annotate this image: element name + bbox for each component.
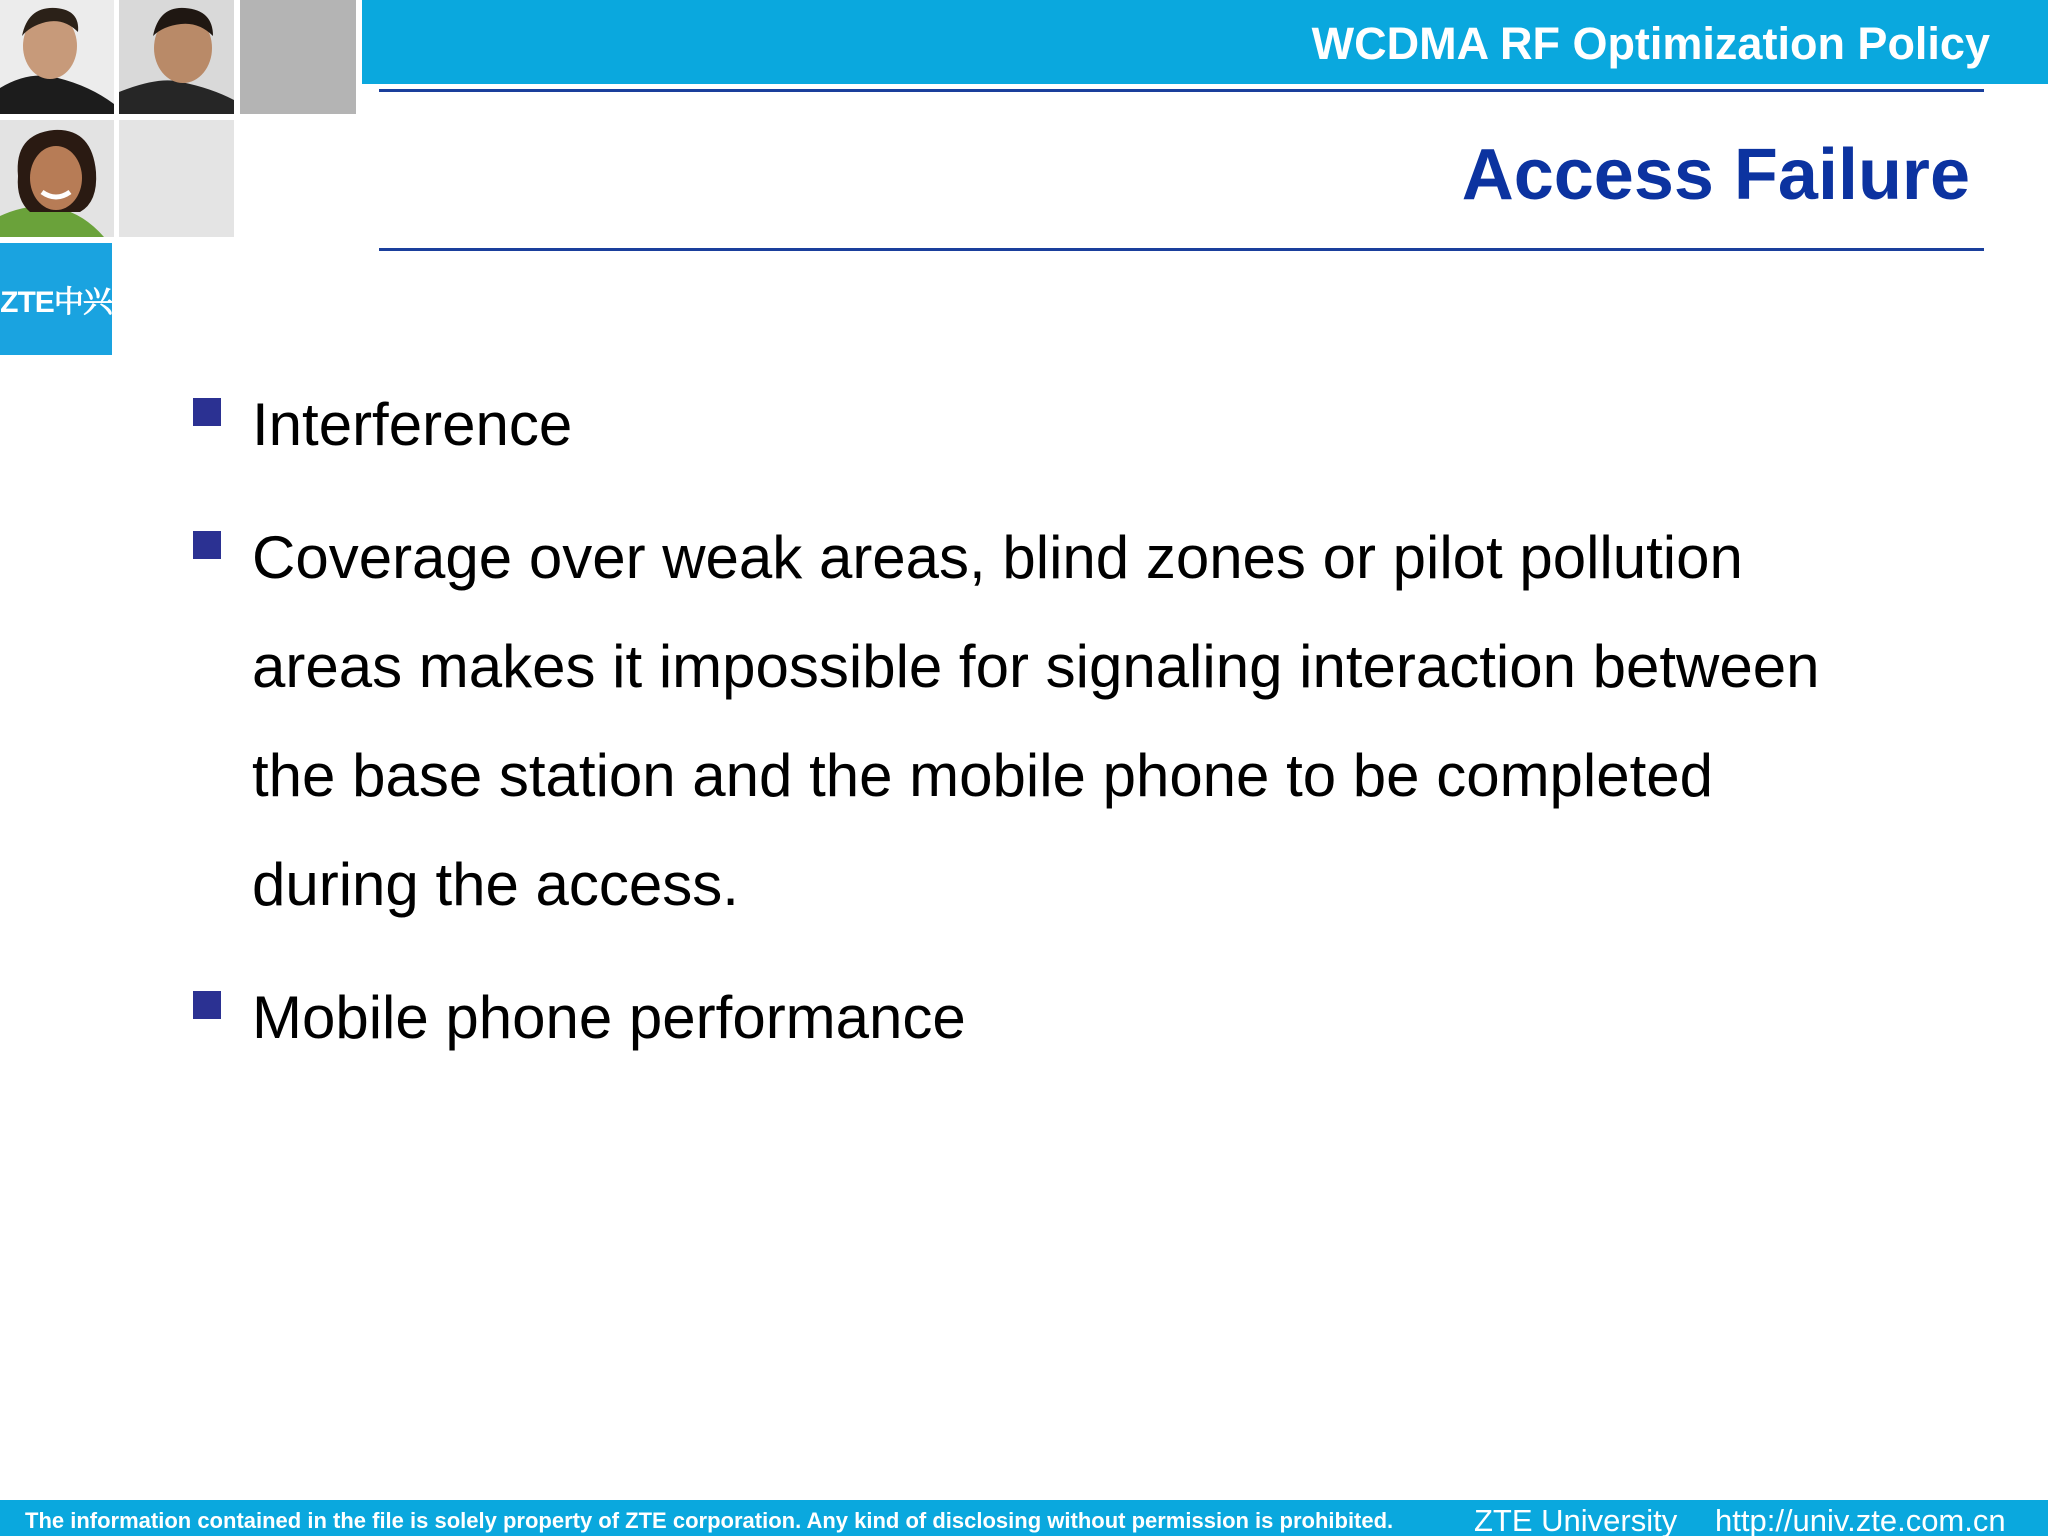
footer-url[interactable]: http://univ.zte.com.cn bbox=[1715, 1503, 2006, 1538]
bullet-item bbox=[192, 503, 1892, 939]
title-rule-top bbox=[379, 89, 1984, 92]
confidentiality-notice: The information contained in the file is solely property of ZTE corporation. Any kind of disclosing without permission is prohibited. bbox=[25, 1508, 1394, 1533]
square-bullet-icon bbox=[193, 991, 221, 1019]
mosaic-tile-gray bbox=[240, 0, 356, 114]
zte-logo: ZTE中兴 bbox=[0, 243, 112, 355]
title-rule-bottom bbox=[379, 248, 1984, 251]
bullet-text: Mobile phone performance bbox=[252, 984, 966, 1051]
person-photo-1 bbox=[0, 0, 114, 114]
slide-title: Access Failure bbox=[1461, 135, 1970, 215]
footer-bar bbox=[0, 1500, 2048, 1536]
bullet-list bbox=[192, 370, 1892, 1072]
bullet-text: Coverage over weak areas, blind zones or pilot pollution areas makes it impossible for signaling interaction between the base station and the mobile phone to be completed during the access. bbox=[252, 524, 1820, 918]
person-photo-3 bbox=[0, 120, 114, 237]
footer-university: ZTE University bbox=[1474, 1503, 1678, 1538]
presentation-title: WCDMA RF Optimization Policy bbox=[1311, 18, 1990, 69]
bullet-text: Interference bbox=[252, 391, 573, 458]
header-banner bbox=[362, 0, 2048, 84]
mosaic-tile-light bbox=[119, 120, 234, 237]
bullet-item bbox=[192, 370, 1892, 479]
bullet-item bbox=[192, 963, 1892, 1072]
square-bullet-icon bbox=[193, 531, 221, 559]
square-bullet-icon bbox=[193, 398, 221, 426]
person-photo-2 bbox=[119, 0, 234, 114]
